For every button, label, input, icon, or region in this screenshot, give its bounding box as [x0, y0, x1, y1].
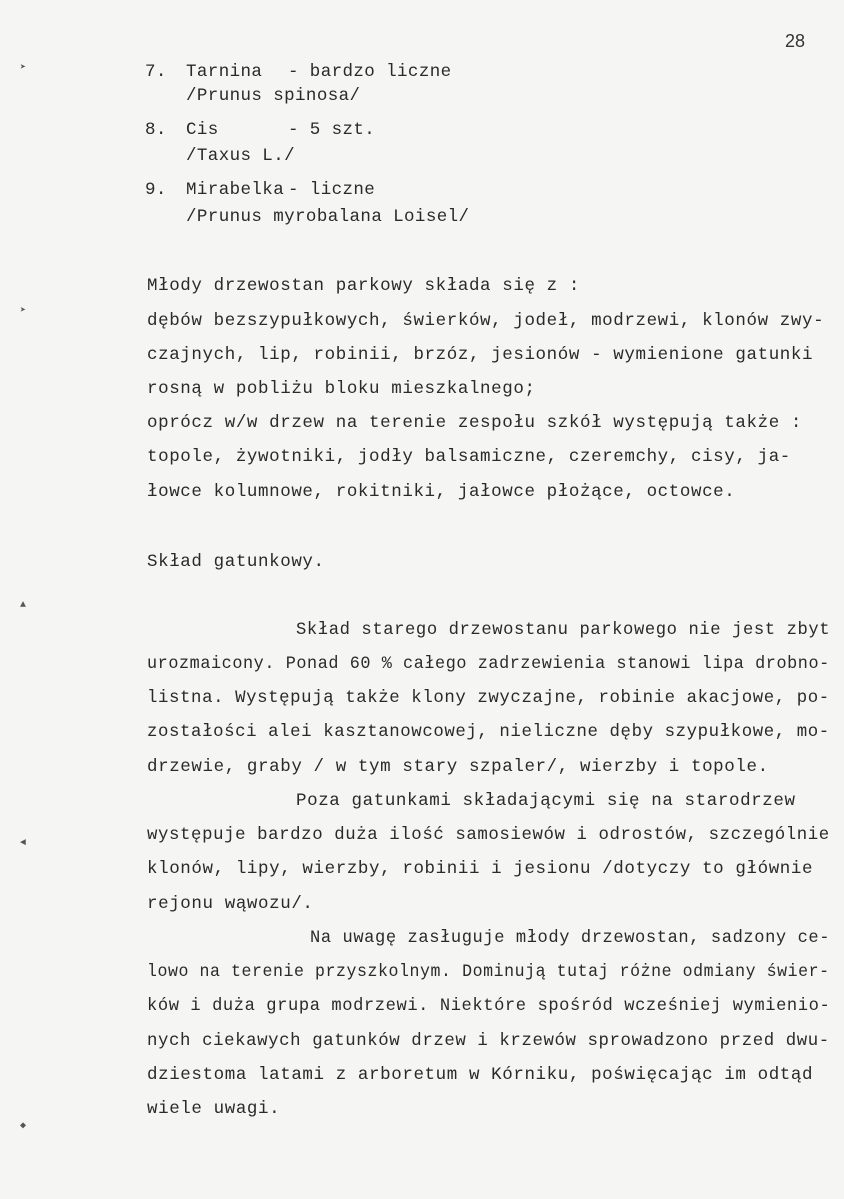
- species-name: Cis: [186, 120, 219, 140]
- species-note: - 5 szt.: [288, 120, 376, 140]
- species-latin: /Taxus L./: [186, 146, 296, 166]
- margin-mark: ➤: [20, 306, 27, 317]
- text-line: występuje bardzo duża ilość samosiewów i odrostów, szczególnie: [147, 825, 830, 845]
- page-number: 28: [785, 31, 806, 51]
- text-line: zostałości alei kasztanowcowej, nieliczne dęby szypułkowe, mo-: [147, 722, 830, 742]
- text-line: dębów bezszypułkowych, świerków, jodeł, modrzewi, klonów zwy-: [147, 311, 825, 331]
- text-line: klonów, lipy, wierzby, robinii i jesionu /dotyczy to głównie: [147, 859, 814, 879]
- margin-mark: ➤: [20, 63, 27, 74]
- text-line: ków i duża grupa modrzewi. Niektóre spośród wcześniej wymienio-: [147, 996, 831, 1016]
- text-line: topole, żywotniki, jodły balsamiczne, czeremchy, cisy, ja-: [147, 447, 791, 467]
- margin-mark: ◆: [20, 1121, 27, 1132]
- text-line: nych ciekawych gatunków drzew i krzewów sprowadzono przed dwu-: [147, 1031, 830, 1051]
- species-note: - bardzo liczne: [288, 62, 452, 82]
- species-number: 9.: [145, 180, 167, 200]
- species-name: Mirabelka: [186, 180, 285, 200]
- species-note: - liczne: [288, 180, 376, 200]
- text-line: Poza gatunkami składającymi się na starodrzew: [296, 791, 796, 811]
- margin-mark: ▲: [20, 600, 27, 611]
- species-latin: /Prunus spinosa/: [186, 86, 361, 106]
- section-heading: Skład gatunkowy.: [147, 552, 325, 572]
- text-line: łowce kolumnowe, rokitniki, jałowce płożące, octowce.: [147, 482, 736, 502]
- text-line: Młody drzewostan parkowy składa się z :: [147, 276, 580, 296]
- text-line: drzewie, graby / w tym stary szpaler/, wierzby i topole.: [147, 757, 769, 777]
- species-name: Tarnina: [186, 62, 263, 82]
- species-latin: /Prunus myrobalana Loisel/: [186, 207, 470, 227]
- text-line: oprócz w/w drzew na terenie zespołu szkół występują także :: [147, 413, 803, 433]
- text-line: czajnych, lip, robinii, brzóz, jesionów - wymienione gatunki: [147, 345, 814, 365]
- text-line: listna. Występują także klony zwyczajne, robinie akacjowe, po-: [147, 688, 830, 708]
- text-line: dziestoma latami z arboretum w Kórniku, poświęcając im odtąd: [147, 1065, 814, 1085]
- text-line: rosną w pobliżu bloku mieszkalnego;: [147, 379, 536, 399]
- text-line: rejonu wąwozu/.: [147, 894, 314, 914]
- text-line: urozmaicony. Ponad 60 % całego zadrzewienia stanowi lipa drobno-: [147, 654, 830, 674]
- species-number: 7.: [145, 62, 167, 82]
- text-line: Na uwagę zasługuje młody drzewostan, sadzony ce-: [310, 928, 831, 948]
- text-line: Skład starego drzewostanu parkowego nie jest zbyt: [296, 620, 831, 640]
- margin-mark: ◄: [20, 838, 27, 849]
- species-number: 8.: [145, 120, 167, 140]
- text-line: lowo na terenie przyszkolnym. Dominują tutaj różne odmiany świer-: [147, 962, 830, 982]
- text-line: wiele uwagi.: [147, 1099, 281, 1119]
